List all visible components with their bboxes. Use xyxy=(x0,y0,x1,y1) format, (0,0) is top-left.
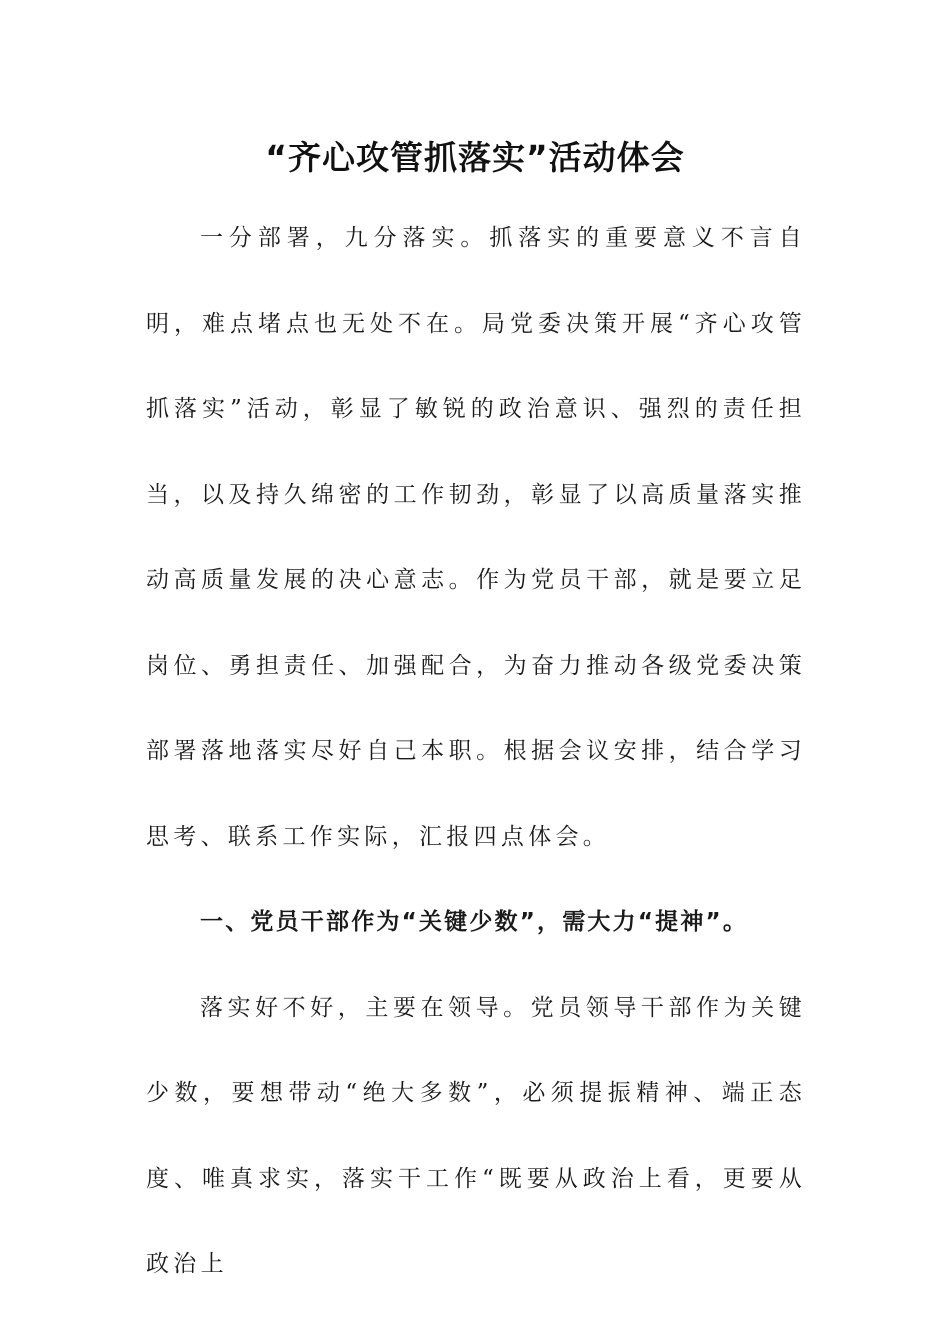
document-title: “齐心攻管抓落实”活动体会 xyxy=(265,138,685,177)
document-body xyxy=(146,196,806,1308)
intro-paragraph: 一分部署，九分落实。抓落实的重要意义不言自明，难点堵点也无处不在。局党委决策开展“齐心攻管抓落实”活动，彰显了敏锐的政治意识、强烈的责任担当，以及持久绵密的工作韧劲，彰显了以高质量落实推动高质量发展的决心意志。作为党员干部，就是要立足岗位、勇担责任、加强配合，为奋力推动各级党委决策部署落地落实尽好自己本职。根据会议安排，结合学习思考、联系工作实际，汇报四点体会。 xyxy=(146,225,806,850)
section-heading-1: 一、党员干部作为“关键少数”，需大力“提神”。 xyxy=(200,909,749,935)
section-1-paragraph: 落实好不好，主要在领导。党员领导干部作为关键少数，要想带动“绝大多数”，必须提振精神、端正态度、唯真求实，落实干工作“既要从政治上看，更要从政治上 xyxy=(146,994,806,1277)
